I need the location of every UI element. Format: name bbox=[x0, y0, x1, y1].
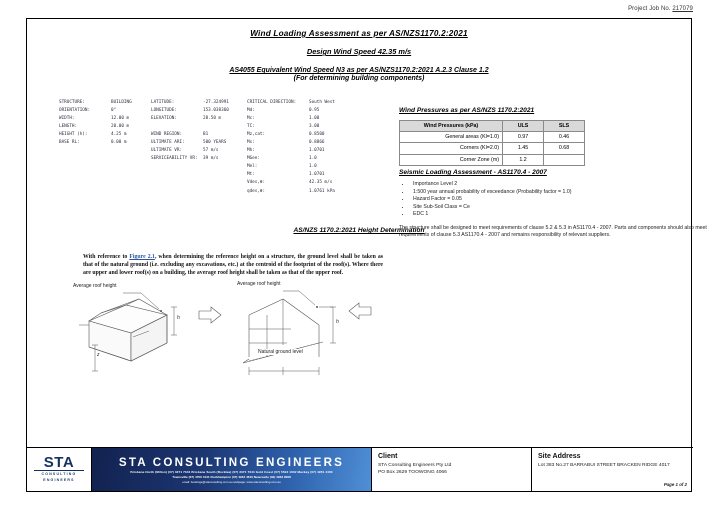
param-row bbox=[151, 147, 247, 155]
param-value: 39 m/s bbox=[203, 156, 219, 162]
param-row bbox=[247, 171, 369, 179]
param-value: 20.00 m bbox=[111, 124, 130, 130]
figure-reference-link[interactable]: Figure 2.1 bbox=[129, 254, 155, 260]
param-label: Ms: bbox=[247, 140, 255, 146]
title-wind-loading-assessment: Wind Loading Assessment as per AS/NZS1170.2:2021 bbox=[250, 29, 468, 38]
table-header-row bbox=[400, 121, 585, 132]
banner-company-name: STA CONSULTING ENGINEERS bbox=[118, 456, 345, 469]
table-row bbox=[400, 132, 585, 143]
banner-offices-line-2: Townsville (07) 4706 4141 Rockhampton (07) 4934 4610 Newcastle (02) 4933 9008 bbox=[172, 475, 291, 479]
param-label: Vdes,θ: bbox=[247, 180, 266, 186]
param-value: 0.8866 bbox=[309, 140, 325, 146]
param-row bbox=[247, 179, 369, 187]
param-row bbox=[59, 123, 151, 131]
title-seismic-loading: Seismic Loading Assessment - AS1170.4 - 2007 bbox=[399, 169, 547, 176]
row-label: General areas (Kl=1.0) bbox=[400, 132, 503, 143]
param-label: Mz,cat: bbox=[247, 132, 266, 138]
param-label: Mh: bbox=[247, 148, 255, 154]
param-label: HEIGHT (h): bbox=[59, 132, 88, 138]
column-header-uls: ULS bbox=[503, 121, 544, 132]
param-value: 1.00 bbox=[309, 116, 320, 122]
row-sls-value bbox=[544, 154, 585, 165]
list-item: • 1:500 year annual probability of exceedance (Probability factor = 1.0) bbox=[411, 189, 701, 197]
param-label: STRUCTURE: bbox=[59, 100, 85, 105]
param-value: 1.0 bbox=[309, 164, 317, 170]
wind-pressures-table bbox=[399, 120, 585, 166]
param-label: BASE RL: bbox=[59, 140, 80, 146]
param-value: 3.00 bbox=[309, 124, 320, 130]
param-row bbox=[247, 188, 369, 196]
paragraph-text-after-link: , when determining the reference height on a structure, the ground level shall be taken as that of the natural ground (i.e. excluding any excavations, etc.) at the centroid of the footprint of the roof(s). Where there are upper and lower roof(s) on a building, the average roof height shall be taken as that of the upper roof. bbox=[83, 254, 384, 277]
param-value: 1.0761 kPa bbox=[309, 188, 335, 194]
param-row bbox=[151, 131, 247, 139]
param-row bbox=[247, 131, 369, 139]
param-value: 0° bbox=[111, 108, 117, 114]
param-value: -27.324991 bbox=[203, 100, 229, 105]
param-row bbox=[247, 123, 369, 131]
param-value: 1.0 bbox=[309, 156, 317, 162]
param-row bbox=[151, 107, 247, 115]
param-label: ULTIMATE ARI: bbox=[151, 140, 185, 146]
param-value: B1 bbox=[203, 132, 209, 138]
title-height-determination: AS/NZS 1170.2:2021 Height Determination bbox=[293, 227, 425, 234]
param-value: South West bbox=[309, 100, 335, 105]
row-uls-value: 1.2 bbox=[503, 154, 544, 165]
project-job-number bbox=[628, 6, 693, 12]
title-wind-pressures: Wind Pressures as per AS/NZS 1170.2:2021 bbox=[399, 107, 535, 114]
banner-offices-line-1: Brisbane North (Milton) (07) 3371 7344 Brisbane South (Rocklea) (07) 3371 7344 Gold Coast (07) 5522 1002 Mackay (07) 4951 4400 bbox=[130, 470, 333, 474]
client-heading: Client bbox=[378, 453, 398, 460]
param-row bbox=[247, 107, 369, 115]
logo-text-sta: STA bbox=[43, 453, 75, 471]
paragraph-text-before-link: With reference to bbox=[83, 254, 130, 260]
param-row bbox=[151, 155, 247, 163]
diagram-dimension-h-right: h bbox=[336, 319, 339, 325]
param-spacer bbox=[151, 123, 247, 131]
list-item: • Site Sub-Soil Class = Ce bbox=[411, 204, 701, 212]
param-label: TC: bbox=[247, 124, 255, 130]
param-label: WIDTH: bbox=[59, 116, 75, 122]
diagram-label-average-roof-height-right: Average roof height bbox=[237, 281, 281, 287]
param-value: 0.00 m bbox=[111, 140, 127, 146]
param-value: BUILDING bbox=[111, 100, 132, 105]
table-row bbox=[400, 154, 585, 165]
param-row bbox=[59, 99, 151, 107]
param-label: SERVICEABILITY VR: bbox=[151, 156, 198, 162]
job-no-label: Project Job No. bbox=[628, 6, 671, 12]
logo-text-consulting: CONSULTING bbox=[41, 471, 77, 476]
company-logo bbox=[27, 448, 92, 491]
diagram-label-natural-ground-level: Natural ground level bbox=[258, 349, 303, 355]
param-label: MGee: bbox=[247, 156, 260, 162]
parameters-column-site bbox=[151, 99, 247, 196]
banner-contact-details: email: bookings@staconsulting.com.au webpage: www.staconsulting.com.au bbox=[182, 480, 281, 484]
param-label: qdes,θ: bbox=[247, 188, 266, 194]
client-address: PO Box 2629 TOOWONG 4066 bbox=[378, 470, 447, 475]
row-sls-value: 0.68 bbox=[544, 143, 585, 154]
param-label: ULTIMATE VR: bbox=[151, 148, 183, 154]
client-name: STA Consulting Engineers Pty Ltd bbox=[378, 463, 452, 468]
param-row bbox=[247, 115, 369, 123]
param-row bbox=[59, 115, 151, 123]
logo-divider bbox=[34, 470, 84, 471]
seismic-note-paragraph: The structure shall be designed to meet requirements of clause 5.2 & 5.3 in AS1170.4 - 2007. Parts and components should also meet requirements of clause 5.3 AS1170.4 - 2007 and remains responsibility of relevant suppliers. bbox=[399, 225, 707, 238]
row-label: Corners (Kl=2.0) bbox=[400, 143, 503, 154]
param-value: 12.00 m bbox=[111, 116, 130, 122]
param-row bbox=[151, 99, 247, 107]
diagram-label-average-roof-height-left: Average roof height bbox=[73, 283, 117, 289]
site-details-block bbox=[532, 448, 693, 491]
param-label: LATITUDE: bbox=[151, 100, 175, 105]
param-value: 28.50 m bbox=[203, 116, 222, 122]
param-value: 0.8500 bbox=[309, 132, 325, 138]
column-header-sls: SLS bbox=[544, 121, 585, 132]
param-row bbox=[247, 99, 369, 107]
param-value: 500 YEARS bbox=[203, 140, 227, 146]
company-banner bbox=[92, 448, 372, 491]
row-label: Corner Zone (m) bbox=[400, 154, 503, 165]
list-item: • Importance Level 2 bbox=[411, 181, 701, 189]
param-row bbox=[247, 163, 369, 171]
site-address: Lot 383 No.27 BARRABUI STREET BRACKEN RIDGE 4017 bbox=[538, 463, 670, 468]
param-row bbox=[59, 139, 151, 147]
structure-parameters-block bbox=[59, 99, 369, 196]
param-label: Mc: bbox=[247, 116, 255, 122]
logo-graphic bbox=[30, 453, 88, 487]
page-number: Page 1 of 2 bbox=[663, 482, 687, 487]
title-design-wind-speed: Design Wind Speed 42.35 m/s bbox=[306, 47, 412, 56]
param-row bbox=[59, 107, 151, 115]
param-row bbox=[247, 147, 369, 155]
param-label: Mel: bbox=[247, 164, 258, 170]
param-label: CRITICAL DIRECTION: bbox=[247, 100, 297, 105]
param-row bbox=[151, 115, 247, 123]
param-value: 4.25 m bbox=[111, 132, 127, 138]
param-row bbox=[247, 139, 369, 147]
seismic-bullet-list bbox=[401, 181, 701, 219]
logo-text-engineers: ENGINEERS bbox=[43, 477, 75, 482]
list-item: • EDC 1 bbox=[411, 211, 701, 219]
param-label: Md: bbox=[247, 108, 255, 114]
title-as4055-line2: (For determining building components) bbox=[293, 75, 425, 82]
row-sls-value: 0.46 bbox=[544, 132, 585, 143]
param-label: ELEVATION: bbox=[151, 116, 177, 122]
title-as4055-line1: AS4055 Equivalent Wind Speed N3 as per AS/NZS1170.2:2021 A.2.3 Clause 1.2 bbox=[229, 67, 489, 74]
param-row bbox=[247, 155, 369, 163]
height-determination-paragraph bbox=[83, 253, 383, 277]
parameters-column-structure bbox=[59, 99, 151, 196]
diagram-svg bbox=[71, 285, 401, 385]
list-item: • Hazard Factor = 0.05 bbox=[411, 196, 701, 204]
param-label: LONGITUDE: bbox=[151, 108, 177, 114]
diagram-dimension-h-left: h bbox=[177, 315, 180, 321]
column-header-pressures: Wind Pressures (kPa) bbox=[400, 121, 503, 132]
param-value: 153.038360 bbox=[203, 108, 229, 114]
client-details-block bbox=[372, 448, 532, 491]
seismic-list bbox=[401, 181, 701, 219]
site-heading: Site Address bbox=[538, 453, 581, 460]
param-value: 1.0701 bbox=[309, 148, 325, 154]
param-row bbox=[59, 131, 151, 139]
param-label: ORIENTATION: bbox=[59, 108, 91, 114]
row-uls-value: 1.45 bbox=[503, 143, 544, 154]
table-row bbox=[400, 143, 585, 154]
param-label: LENGTH: bbox=[59, 124, 78, 130]
param-value: 1.0701 bbox=[309, 172, 325, 178]
parameters-column-coefficients bbox=[247, 99, 369, 196]
page-footer bbox=[27, 447, 693, 491]
param-value: 42.35 m/s bbox=[309, 180, 333, 186]
roof-height-diagram bbox=[71, 281, 401, 385]
param-row bbox=[151, 139, 247, 147]
row-uls-value: 0.97 bbox=[503, 132, 544, 143]
param-label: Mt: bbox=[247, 172, 255, 178]
job-no-value: 217079 bbox=[672, 6, 693, 12]
param-value: 57 m/s bbox=[203, 148, 219, 154]
drawing-sheet-border bbox=[26, 18, 707, 492]
param-value: 0.95 bbox=[309, 108, 320, 114]
param-label: WIND REGION: bbox=[151, 132, 183, 138]
diagram-dimension-z-left: z bbox=[97, 352, 100, 358]
